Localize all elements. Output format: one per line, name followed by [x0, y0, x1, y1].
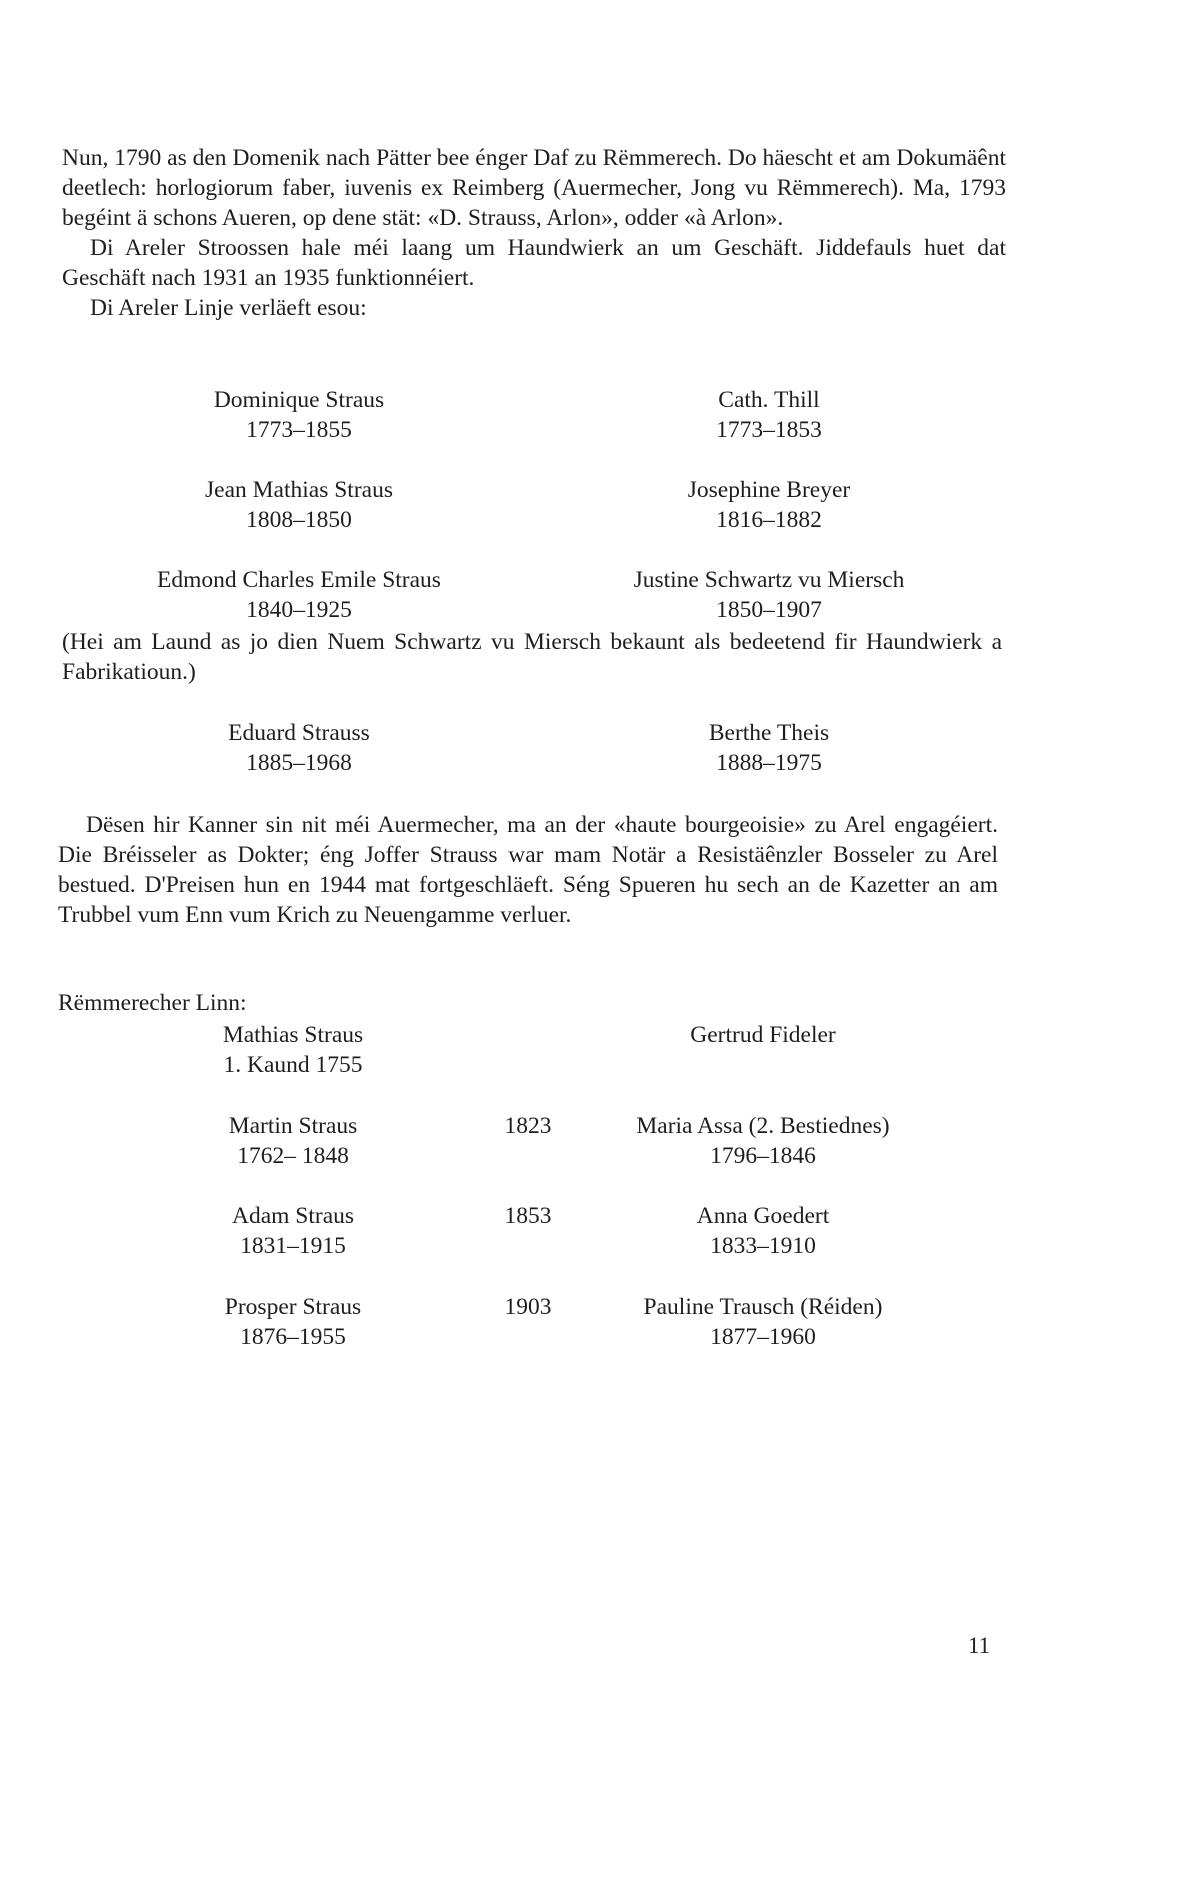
intro-paragraph-2: Di Areler Stroossen hale méi laang um Haundwierk an um Geschäft. Jiddefauls huet dat Geschäft nach 1931 an 1935 funktionnéiert. — [62, 235, 1006, 291]
areler-right-years-2: 1850–1907 — [716, 597, 822, 623]
intro-paragraph-3: Di Areler Linje verläeft esou: — [90, 295, 367, 321]
intro-paragraph-1: Nun, 1790 as den Domenik nach Pätter bee énger Daf zu Rëmmerech. Do häescht et am Dokumäênt deetlech: horlogiorum faber, iuvenis ex Reimberg (Auermecher, Jong vu Rëmmerech). Ma, 1793 begéint ä schons Aueren, op dene stät: «D. Strauss, Arlon», odder «à Arlon». — [62, 145, 1006, 231]
areler-left-name-3: Eduard Strauss — [228, 720, 370, 746]
remmerecher-left-name-1: Martin Straus — [228, 1113, 358, 1139]
remmerecher-heading: Rëmmerecher Linn: — [58, 990, 247, 1016]
areler-left-years-0: 1773–1855 — [246, 417, 352, 443]
areler-left-name-0: Dominique Straus — [213, 387, 385, 413]
areler-right-name-2: Justine Schwartz vu Miersch — [633, 567, 905, 593]
remmerecher-left-years-0: 1. Kaund 1755 — [223, 1052, 363, 1078]
remmerecher-left-years-1: 1762– 1848 — [237, 1143, 349, 1169]
areler-left-years-2: 1840–1925 — [246, 597, 352, 623]
remmerecher-right-name-1: Maria Assa (2. Bestiednes) — [636, 1113, 890, 1139]
remmerecher-left-name-2: Adam Straus — [231, 1203, 355, 1229]
intro-section — [62, 143, 1006, 323]
remmerecher-right-name-3: Pauline Trausch (Réiden) — [643, 1294, 883, 1320]
remmerecher-left-name-0: Mathias Straus — [222, 1022, 364, 1048]
page-number: 11 — [968, 1633, 991, 1658]
areler-left-name-1: Jean Mathias Straus — [205, 477, 393, 503]
remmerecher-right-years-1: 1796–1846 — [710, 1143, 816, 1169]
remmerecher-left-years-3: 1876–1955 — [240, 1324, 346, 1350]
areler-right-years-3: 1888–1975 — [716, 750, 822, 776]
remmerecher-marriage-year-3: 1903 — [504, 1294, 552, 1320]
remmerecher-left-name-3: Prosper Straus — [224, 1294, 362, 1320]
areler-left-years-1: 1808–1850 — [246, 507, 352, 533]
note-paragraph: (Hei am Laund as jo dien Nuem Schwartz vu Miersch bekaunt als bedeetend fir Haundwierk a Fabrikatioun.) — [62, 629, 1002, 685]
note-section — [62, 627, 1002, 687]
remmerecher-marriage-year-1: 1823 — [504, 1113, 552, 1139]
areler-right-name-1: Josephine Breyer — [687, 477, 851, 503]
areler-left-years-3: 1885–1968 — [246, 750, 352, 776]
remmerecher-right-years-2: 1833–1910 — [710, 1233, 816, 1259]
remmerecher-right-years-3: 1877–1960 — [710, 1324, 816, 1350]
remmerecher-right-name-0: Gertrud Fideler — [690, 1022, 836, 1048]
areler-right-years-1: 1816–1882 — [716, 507, 822, 533]
children-paragraph: Dësen hir Kanner sin nit méi Auermecher, ma an der «haute bourgeoisie» zu Arel engagéiert. Die Bréisseler as Dokter; éng Joffer Strauss war mam Notär a Resistäênzler Bosseler zu Arel bestued. D'Preisen hun en 1944 mat fortgeschläeft. Séng Spueren hu sech an de Kazetter an am Trubbel vum Enn vum Krich zu Neuengamme verluer. — [58, 812, 998, 928]
areler-right-years-0: 1773–1853 — [716, 417, 822, 443]
remmerecher-marriage-year-2: 1853 — [504, 1203, 552, 1229]
children-section — [58, 810, 998, 930]
remmerecher-right-name-2: Anna Goedert — [696, 1203, 830, 1229]
areler-right-name-3: Berthe Theis — [708, 720, 830, 746]
areler-left-name-2: Edmond Charles Emile Straus — [157, 567, 441, 593]
areler-right-name-0: Cath. Thill — [718, 387, 820, 413]
remmerecher-left-years-2: 1831–1915 — [240, 1233, 346, 1259]
